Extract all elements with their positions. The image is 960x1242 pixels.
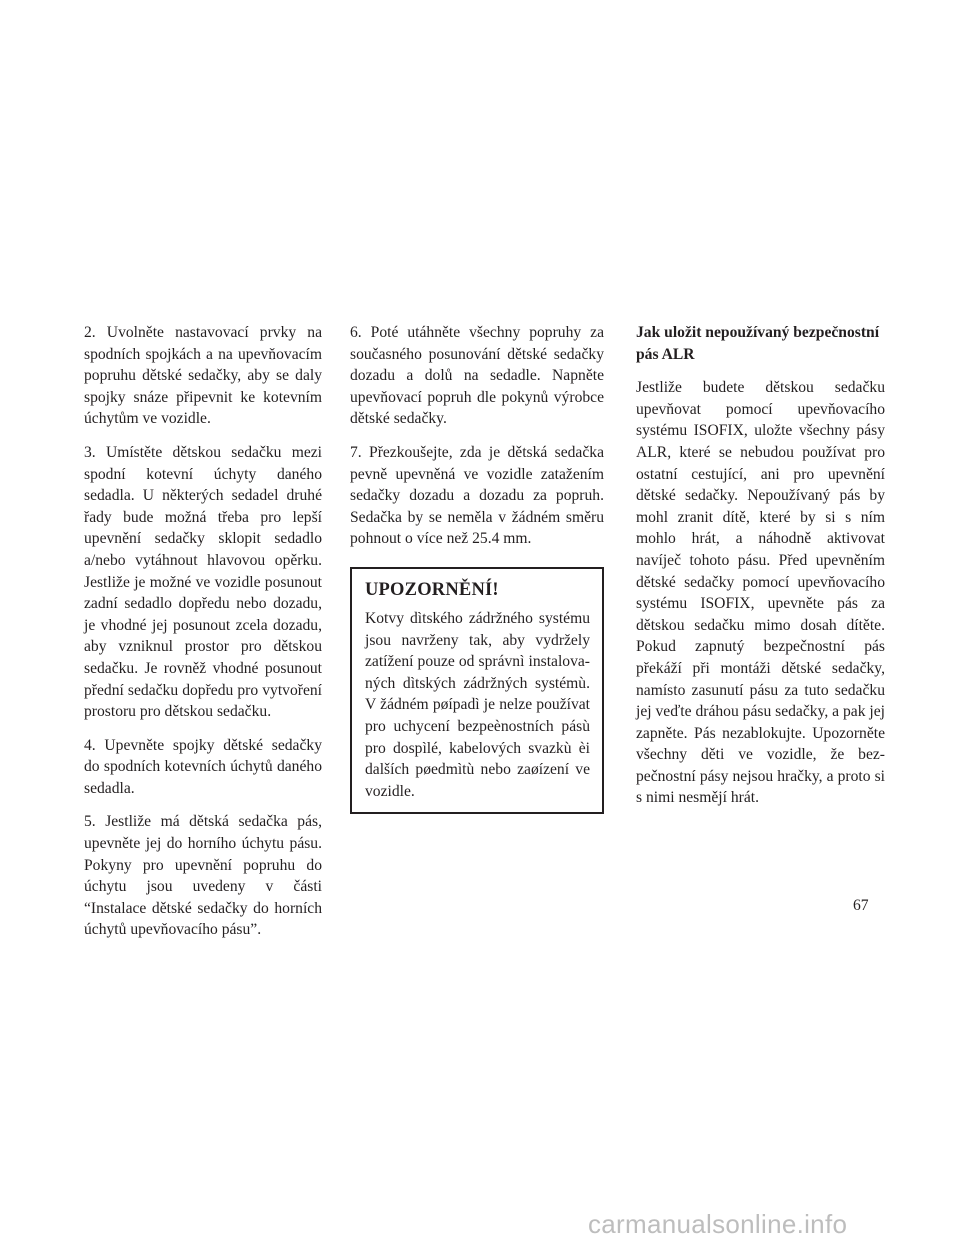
step-3-paragraph: 3. Umístěte dětskou sedačku mezi spodní kotevní úchyty daného sedadla. U některých sedadel druhé řady bude možná třeba pro lepší upevnění sedačky sklopit sedadlo a/nebo vytáhnout hlavovou opěrku. Jestliže je možné ve vozidle posunout zadní sedadlo dopředu nebo dozadu, je vhodné jej posunout zcela dozadu, aby vzniknul prostor pro dětskou sedačku. Je rovněž vhodné posunout přední sedačku dopředu pro vytvoření prostoru pro dětskou sedačku. xyxy=(84,443,322,721)
step-5-paragraph: 5. Jestliže má dětská sedačka pás, upevněte jej do horního úchytu pásu. Pokyny pro upevnění popruhu do úchytu jsou uvedeny v části “Instalace dětské sedačky do horních úchytů upevňovacího pásu”. xyxy=(84,813,322,939)
section-heading-line-1: Jak uložit nepoužívaný bezpečnostní xyxy=(636,324,880,341)
column-right xyxy=(636,322,885,821)
step-4-paragraph: 4. Upevněte spojky dětské sedačky do spodních kotevních úchytů daného sedadla. xyxy=(84,736,322,797)
step-7-paragraph: 7. Přezkoušejte, zda je dětská sedačka pevně upevněná ve vozidle zatažením sedačky dozadu a dozadu za popruh. Sedačka by se neměla v žádném směru pohnout o více než 25.4 mm. xyxy=(350,443,604,548)
warning-text: Kotvy dìtského zádržného systému jsou navrženy tak, aby vydržely zatížení pouze od správnì instalovaných dìtských zádržných systémù. V žádném pøípadì je nelze používat pro uchycení bezpeènostních pásù pro dospìlé, kabelových svazkù èi dalších pøedmìtù nebo zaøízení ve vozidle. xyxy=(365,609,590,800)
alr-belt-paragraph: Jestliže budete dětskou sedačku upevňovat pomocí upevňovacího systému ISOFIX, uložte všechny pásy ALR, které se nebudou používat pro ostatní cestující, ani pro upevnění dětské sedačky. Nepoužívaný pás by mohl zranit dítě, které by si s ním mohlo hrát, a náhodně aktivovat navíječ tohoto pásu. Před upevněním dětské sedačky pomocí upevňovacího systému ISOFIX, upevněte pás za dětskou sedačku mimo dosah dítěte. Pokud zapnutý bezpečnostní pás překáží při montáži dětské sedačky, namísto zasunutí pásu za tuto sedačku jej veďte dráhou pásu sedačky, a pak jej zapněte. Pás nezablokujte. Upozorněte všechny děti ve vozidle, že bezpečnostní pásy nejsou hračky, a proto si s nimi nesmějí hrát. xyxy=(636,379,885,807)
column-middle xyxy=(350,322,604,814)
step-2-paragraph: 2. Uvolněte nastavovací prvky na spodních spojkách a na upevňovacím popruhu dětské sedačky, aby se daly spojky snáze připevnit ke kotevním úchytům ve vozidle. xyxy=(84,324,322,428)
section-heading-line-2: pás ALR xyxy=(636,345,695,363)
warning-title: UPOZORNĚNÍ! xyxy=(365,579,499,600)
warning-box xyxy=(350,567,604,814)
section-heading xyxy=(636,322,885,365)
step-6-paragraph: 6. Poté utáhněte všechny popruhy za současného posunování dětské sedačky dozadu a dolů na sedadle. Napněte upevňovací popruh dle pokynů výrobce dětské sedačky. xyxy=(350,324,604,428)
column-left xyxy=(84,322,322,953)
page-number: 67 xyxy=(853,897,869,914)
watermark: carmanualsonline.info xyxy=(588,1209,848,1239)
